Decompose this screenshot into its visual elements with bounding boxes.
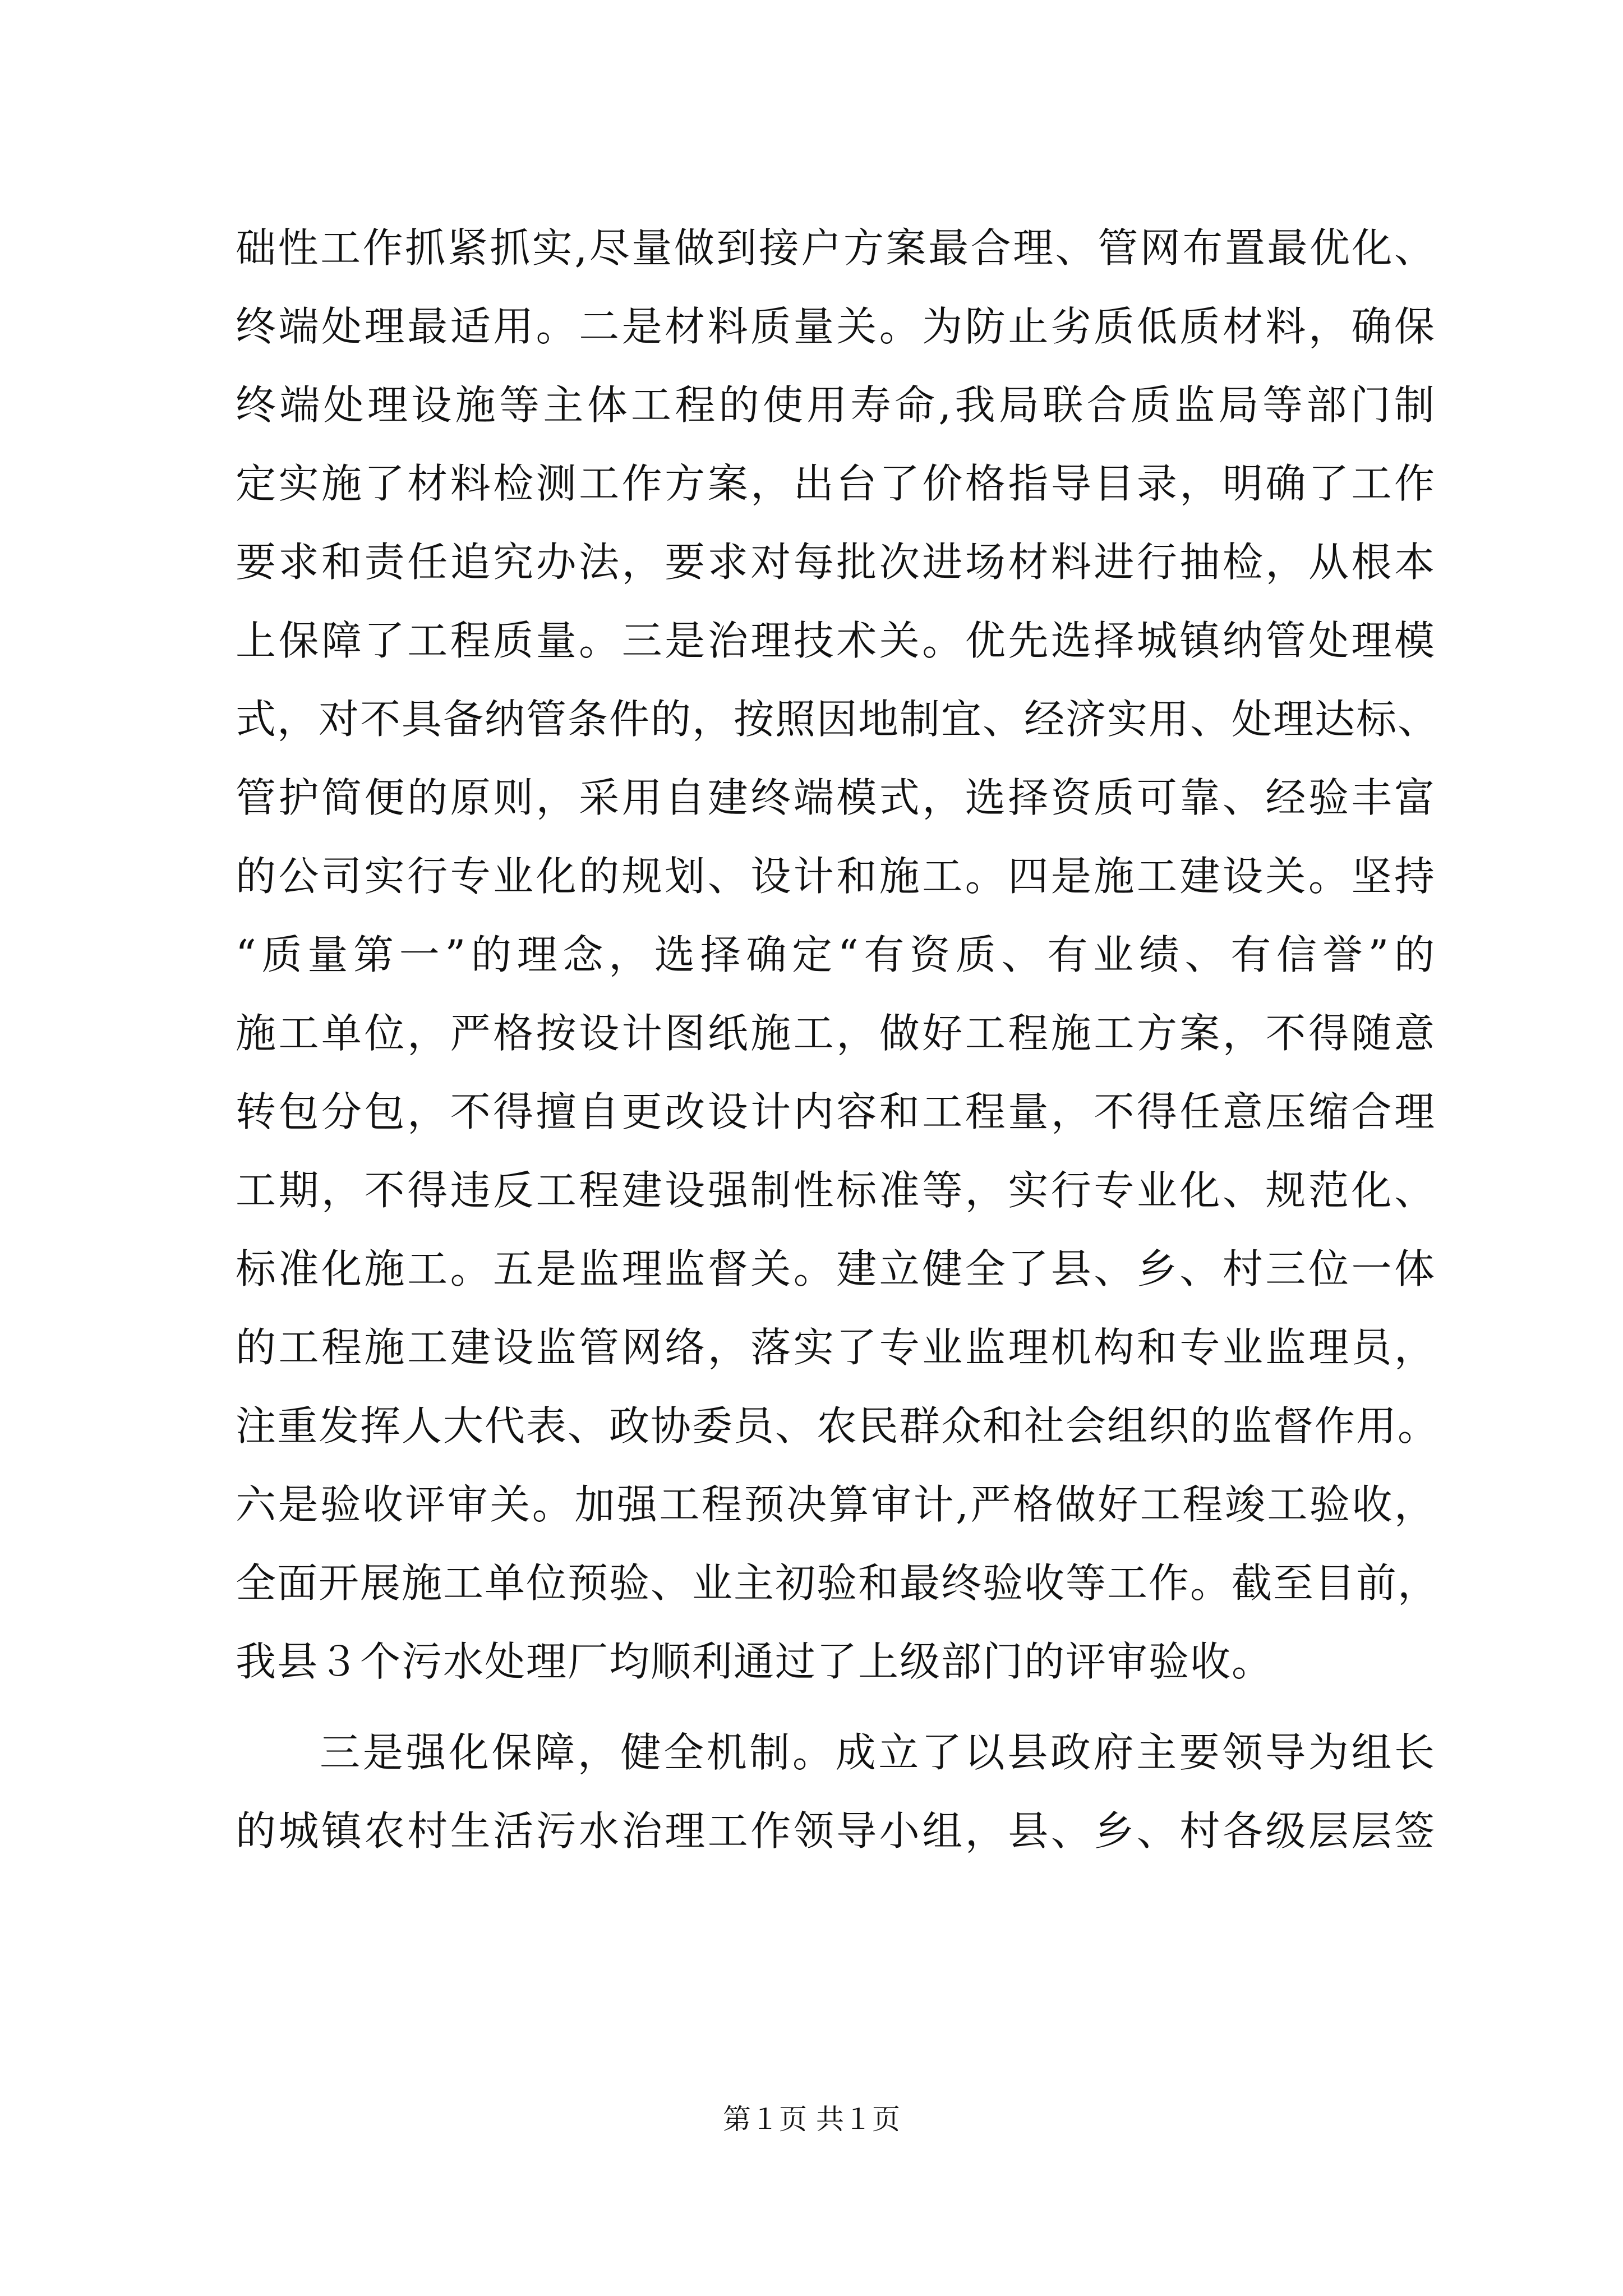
paragraph (236, 1713, 1436, 1870)
text-line: 我县３个污水处理厂均顺利通过了上级部门的评审验收。 (236, 1638, 1274, 1685)
text-line: 施工单位，严格按设计图纸施工，做好工程施工方案，不得随意 (236, 1010, 1436, 1057)
text-line: 注重发挥人大代表、政协委员、农民群众和社会组织的监督作用。 (236, 1402, 1440, 1450)
text-line: 式，对不具备纳管条件的，按照因地制宜、经济实用、处理达标、 (236, 696, 1440, 743)
text-line: 的公司实行专业化的规划、设计和施工。四是施工建设关。坚持 (236, 853, 1436, 900)
text-line: 终端处理最适用。二是材料质量关。为防止劣质低质材料，确保 (236, 303, 1436, 350)
text-line: 六是验收评审关。加强工程预决算审计,严格做好工程竣工验收， (236, 1481, 1436, 1528)
paragraph (236, 209, 1440, 1701)
text-line: 三是强化保障，健全机制。成立了以县政府主要领导为组长 (320, 1729, 1436, 1776)
text-line: “质量第一”的理念，选择确定“有资质、有业绩、有信誉”的 (236, 931, 1436, 978)
document-body (236, 209, 1440, 1870)
text-line: 要求和责任追究办法，要求对每批次进场材料进行抽检，从根本 (236, 539, 1436, 586)
text-line: 终端处理设施等主体工程的使用寿命,我局联合质监局等部门制 (236, 381, 1436, 429)
text-line: 础性工作抓紧抓实,尽量做到接户方案最合理、管网布置最优化、 (236, 224, 1436, 272)
text-line: 的工程施工建设监管网络，落实了专业监理机构和专业监理员， (236, 1324, 1436, 1371)
text-line: 定实施了材料检测工作方案，出台了价格指导目录，明确了工作 (236, 460, 1436, 507)
text-line: 管护简便的原则，采用自建终端模式，选择资质可靠、经验丰富 (236, 774, 1436, 821)
text-line: 的城镇农村生活污水治理工作领导小组，县、乡、村各级层层签 (236, 1807, 1436, 1855)
text-line: 上保障了工程质量。三是治理技术关。优先选择城镇纳管处理模 (236, 617, 1436, 664)
text-line: 转包分包，不得擅自更改设计内容和工程量，不得任意压缩合理 (236, 1088, 1436, 1135)
paragraph-gap (236, 1701, 1436, 1713)
text-line: 全面开展施工单位预验、业主初验和最终验收等工作。截至目前， (236, 1559, 1440, 1607)
page-footer: 第１页 共１页 (723, 2103, 900, 2136)
text-line: 工期，不得违反工程建设强制性标准等，实行专业化、规范化、 (236, 1167, 1436, 1214)
text-line: 标准化施工。五是监理监督关。建立健全了县、乡、村三位一体 (236, 1245, 1436, 1292)
